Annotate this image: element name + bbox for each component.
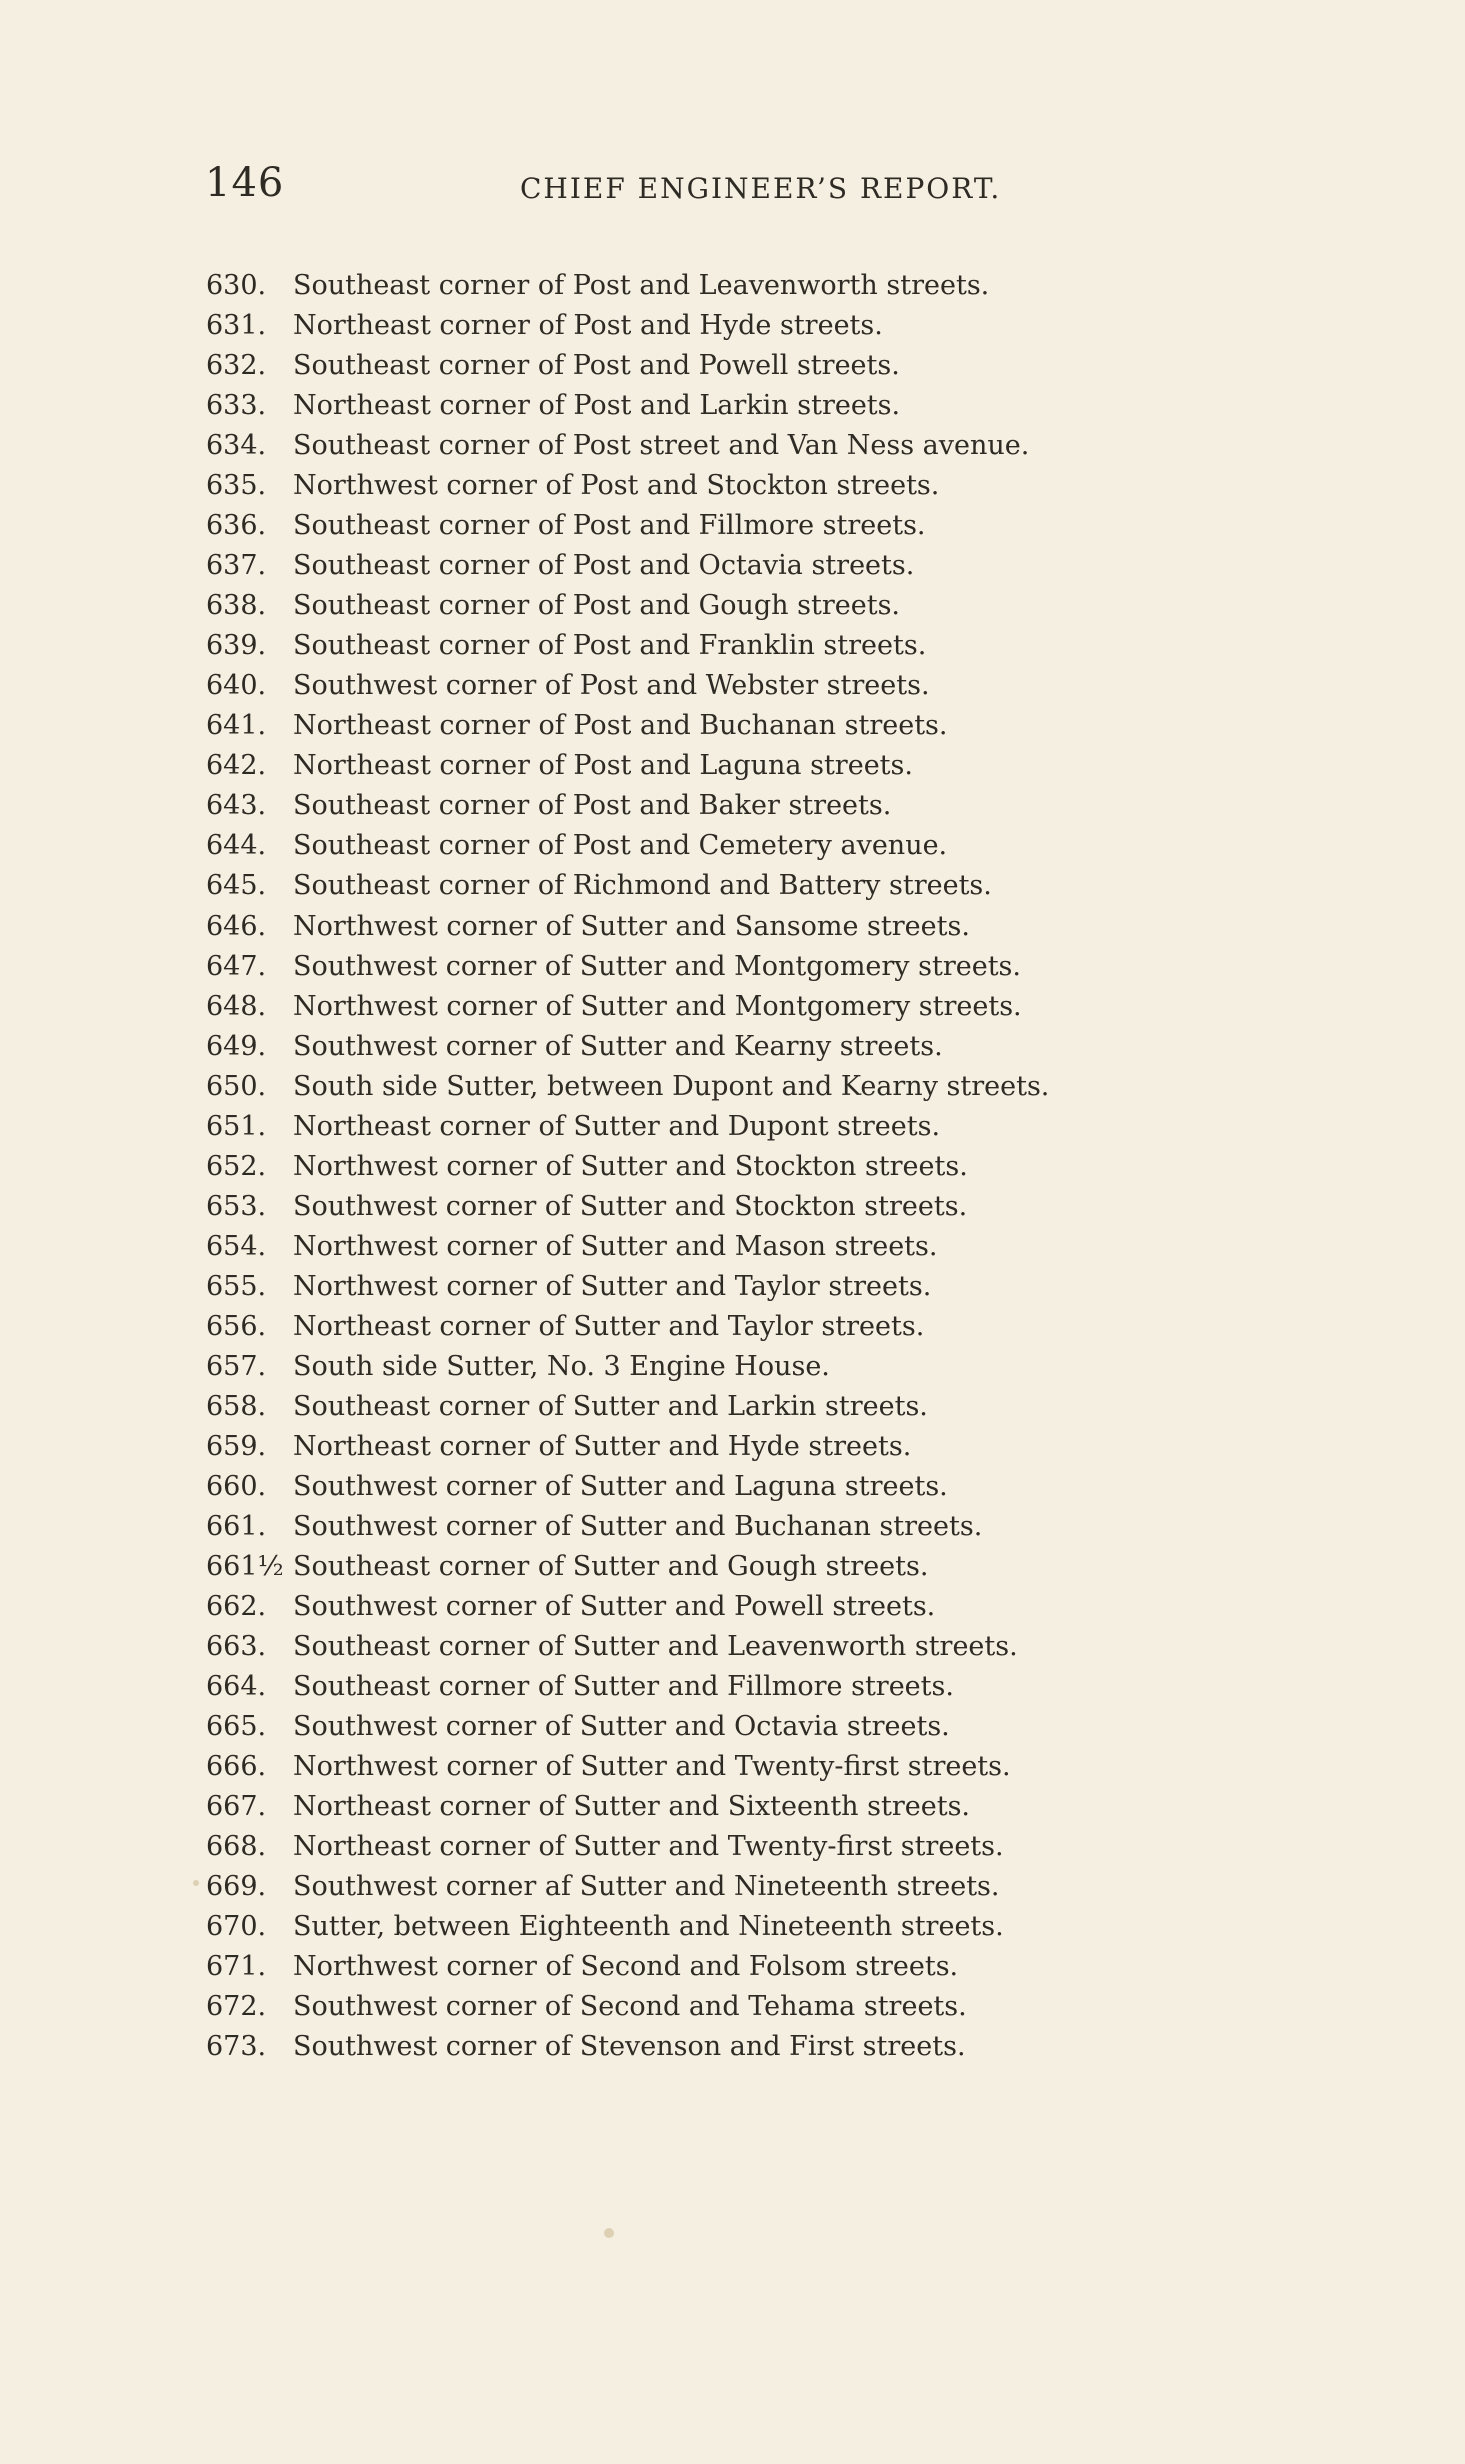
list-item [0, 1627, 1465, 1667]
entry-number: 630. [206, 270, 267, 301]
entry-number: 634. [206, 430, 267, 462]
entry-number: 662. [206, 1591, 267, 1623]
entry-text: South side Sutter, between Dupont and Kearny streets. [293, 1070, 1050, 1102]
list-item [0, 466, 1465, 506]
entry-text: Northeast corner of Sutter and Sixteenth streets. [293, 1791, 971, 1823]
list-item [0, 306, 1465, 346]
list-item [0, 1227, 1465, 1267]
list-item [0, 1547, 1465, 1587]
list-item [0, 266, 1465, 306]
entry-number: 639. [206, 630, 267, 662]
entry-number: 638. [206, 590, 267, 622]
entry-number: 673. [206, 2031, 267, 2063]
entry-number: 645. [206, 870, 267, 902]
entry-text: Southeast corner of Post street and Van Ness avenue. [293, 430, 1030, 462]
list-item [0, 1507, 1465, 1547]
entry-text: Southeast corner of Richmond and Battery streets. [293, 870, 992, 902]
list-item [0, 1187, 1465, 1227]
entry-number: 654. [206, 1230, 267, 1262]
entry-text: Northwest corner of Sutter and Twenty-first streets. [293, 1751, 1011, 1783]
list-item [0, 1267, 1465, 1307]
entry-text: Northeast corner of Post and Buchanan streets. [293, 710, 948, 742]
entry-number: 663. [206, 1631, 267, 1663]
list-item [0, 586, 1465, 626]
entry-number: 649. [206, 1030, 267, 1062]
entry-text: Southeast corner of Sutter and Larkin streets. [293, 1390, 928, 1422]
entry-text: Southwest corner of Sutter and Kearny streets. [293, 1030, 943, 1062]
list-item [0, 1467, 1465, 1507]
entry-number: 659. [206, 1430, 267, 1462]
list-item [0, 947, 1465, 987]
page-number: 146 [205, 160, 285, 206]
list-item [0, 706, 1465, 746]
list-item [0, 746, 1465, 786]
entry-number: 631. [206, 310, 267, 342]
list-item [0, 1067, 1465, 1107]
running-head: CHIEF ENGINEER’S REPORT. [520, 172, 1002, 205]
entry-number: 642. [206, 750, 267, 782]
entry-text: Southeast corner of Sutter and Fillmore streets. [293, 1671, 954, 1703]
entry-text: Southeast corner of Post and Baker streets. [293, 790, 892, 822]
entry-text: Southeast corner of Sutter and Leavenworth streets. [293, 1631, 1018, 1663]
entry-text: Southeast corner of Post and Cemetery avenue. [293, 830, 948, 862]
entry-number: 656. [206, 1310, 267, 1342]
entry-text: Southwest corner of Sutter and Octavia streets. [293, 1711, 950, 1743]
entry-text: Southwest corner of Sutter and Buchanan streets. [293, 1510, 983, 1542]
entry-text: Northwest corner of Sutter and Taylor streets. [293, 1270, 932, 1302]
list-item [0, 2027, 1465, 2067]
entry-text: Northeast corner of Sutter and Twenty-first streets. [293, 1831, 1004, 1863]
list-item [0, 1827, 1465, 1867]
entry-text: Southwest corner of Sutter and Laguna streets. [293, 1470, 948, 1502]
list-item [0, 1907, 1465, 1947]
list-item [0, 346, 1465, 386]
entry-text: Southwest corner of Sutter and Montgomery streets. [293, 950, 1021, 982]
entry-text: Northeast corner of Post and Hyde streets. [293, 310, 883, 342]
entry-number: 643. [206, 790, 267, 822]
entry-number: 664. [206, 1671, 267, 1703]
list-item [0, 1707, 1465, 1747]
entry-number: 670. [206, 1911, 267, 1943]
entry-number: 668. [206, 1831, 267, 1863]
list-item [0, 1347, 1465, 1387]
list-item [0, 546, 1465, 586]
list-item [0, 1747, 1465, 1787]
paper-speck [193, 1880, 199, 1886]
list-item [0, 1387, 1465, 1427]
list-item [0, 907, 1465, 947]
list-item [0, 626, 1465, 666]
list-item [0, 987, 1465, 1027]
entry-text: Southeast corner of Post and Gough streets. [293, 590, 901, 622]
entry-text: Northwest corner of Sutter and Montgomery streets. [293, 990, 1022, 1022]
list-item [0, 1867, 1465, 1907]
entry-text: South side Sutter, No. 3 Engine House. [293, 1350, 830, 1382]
entry-number: 667. [206, 1791, 267, 1823]
list-item [0, 1667, 1465, 1707]
entry-number: 657. [206, 1350, 267, 1382]
entry-text: Southeast corner of Post and Franklin streets. [293, 630, 927, 662]
list-item [0, 1427, 1465, 1467]
entry-number: 658. [206, 1390, 267, 1422]
list-item [0, 1107, 1465, 1147]
entry-number: 644. [206, 830, 267, 862]
entry-text: Southwest corner of Second and Tehama streets. [293, 1991, 967, 2023]
entry-number: 633. [206, 390, 267, 422]
list-item [0, 1027, 1465, 1067]
entry-text: Northeast corner of Post and Laguna streets. [293, 750, 913, 782]
entry-text: Southwest corner of Sutter and Stockton streets. [293, 1190, 968, 1222]
entry-text: Northeast corner of Post and Larkin streets. [293, 390, 901, 422]
entry-text: Southeast corner of Post and Leavenworth streets. [293, 270, 990, 301]
entry-text: Northeast corner of Sutter and Hyde streets. [293, 1430, 912, 1462]
entry-number: 652. [206, 1150, 267, 1182]
entry-number: 661. [206, 1510, 267, 1542]
entry-text: Northwest corner of Sutter and Sansome streets. [293, 910, 970, 942]
entry-text: Southwest corner af Sutter and Nineteenth streets. [293, 1871, 1000, 1903]
list-item [0, 1307, 1465, 1347]
entry-number: 632. [206, 350, 267, 382]
list-item [0, 1987, 1465, 2027]
list-item [0, 1947, 1465, 1987]
entry-number: 661½ [206, 1551, 284, 1582]
page-header [0, 160, 1465, 220]
hydrant-location-list [0, 266, 1465, 2067]
entry-text: Southeast corner of Sutter and Gough streets. [293, 1551, 929, 1582]
entry-text: Southwest corner of Sutter and Powell streets. [293, 1591, 936, 1623]
entry-text: Northwest corner of Sutter and Stockton streets. [293, 1150, 968, 1182]
entry-text: Southwest corner of Stevenson and First streets. [293, 2031, 966, 2063]
entry-text: Sutter, between Eighteenth and Nineteenth streets. [293, 1911, 1004, 1943]
entry-number: 636. [206, 510, 267, 542]
entry-text: Northwest corner of Sutter and Mason streets. [293, 1230, 938, 1262]
entry-number: 655. [206, 1270, 267, 1302]
list-item [0, 826, 1465, 866]
paper-speck [604, 2228, 614, 2238]
entry-number: 651. [206, 1110, 267, 1142]
list-item [0, 506, 1465, 546]
list-item [0, 426, 1465, 466]
entry-text: Northwest corner of Post and Stockton streets. [293, 470, 940, 502]
entry-number: 671. [206, 1951, 267, 1983]
entry-number: 666. [206, 1751, 267, 1783]
entry-number: 669. [206, 1871, 267, 1903]
entry-text: Southeast corner of Post and Powell streets. [293, 350, 900, 382]
entry-number: 648. [206, 990, 267, 1022]
list-item [0, 1587, 1465, 1627]
entry-number: 672. [206, 1991, 267, 2023]
entry-number: 641. [206, 710, 267, 742]
entry-text: Northeast corner of Sutter and Dupont streets. [293, 1110, 941, 1142]
entry-number: 653. [206, 1190, 267, 1222]
list-item [0, 1787, 1465, 1827]
list-item [0, 666, 1465, 706]
list-item [0, 1147, 1465, 1187]
entry-number: 665. [206, 1711, 267, 1743]
entry-text: Northwest corner of Second and Folsom streets. [293, 1951, 959, 1983]
list-item [0, 866, 1465, 906]
list-item [0, 386, 1465, 426]
list-item [0, 786, 1465, 826]
entry-number: 635. [206, 470, 267, 502]
entry-text: Southeast corner of Post and Fillmore streets. [293, 510, 926, 542]
entry-number: 650. [206, 1070, 267, 1102]
entry-number: 647. [206, 950, 267, 982]
entry-text: Southwest corner of Post and Webster streets. [293, 670, 930, 702]
entry-number: 640. [206, 670, 267, 702]
entry-number: 637. [206, 550, 267, 582]
entry-number: 646. [206, 910, 267, 942]
entry-number: 660. [206, 1470, 267, 1502]
entry-text: Northeast corner of Sutter and Taylor streets. [293, 1310, 925, 1342]
entry-text: Southeast corner of Post and Octavia streets. [293, 550, 915, 582]
